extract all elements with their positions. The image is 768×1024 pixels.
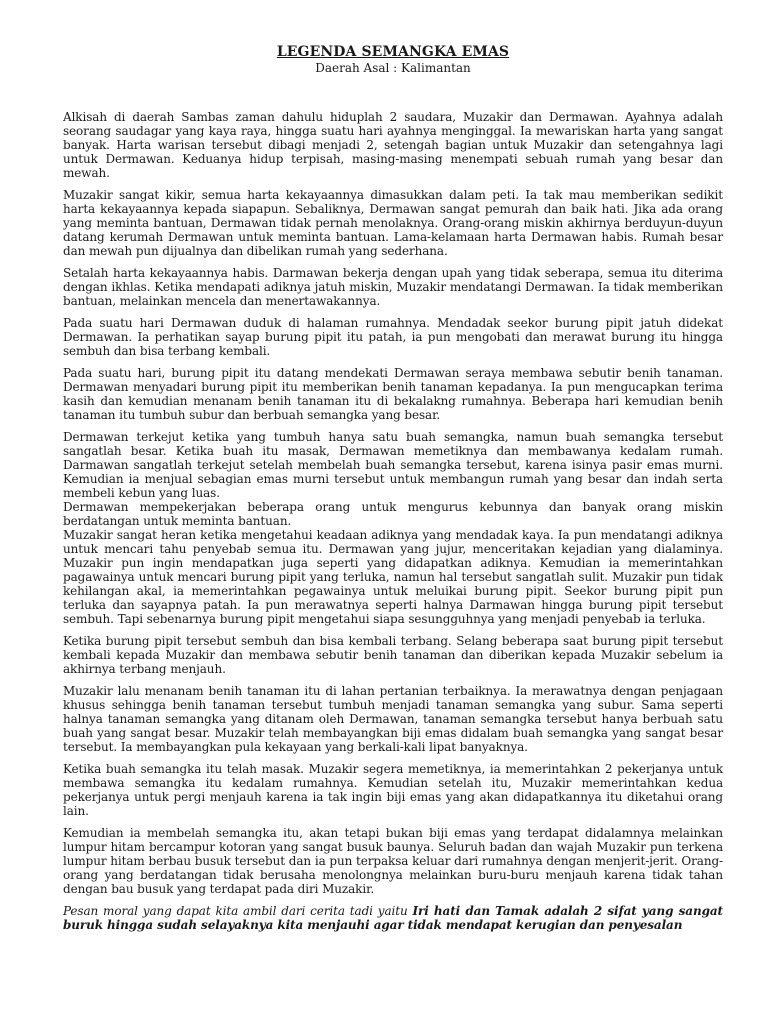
- document-title: LEGENDA SEMANGKA EMAS: [276, 44, 510, 60]
- paragraph-3: Setalah harta kekayaannya habis. Darmawan bekerja dengan upah yang tidak seberapa, semua itu diterima dengan ikhlas. Ketika mendapati adiknya jatuh miskin, Muzakir mendatangi Dermawan. Ia tidak memberikan bantuan, melainkan mencela dan menertawakannya.: [63, 266, 723, 308]
- paragraph-9: Ketika burung pipit tersebut sembuh dan bisa kembali terbang. Selang beberapa saat burung pipit tersebut kembali kepada Muzakir dan membawa sebutir benih tanaman dan diberikan kepada Muzakir sebelum ia akhirnya terbang menjauh.: [63, 634, 723, 676]
- paragraph-7: Dermawan mempekerjakan beberapa orang untuk mengurus kebunnya dan banyak orang miskin berdatangan untuk meminta bantuan.: [63, 500, 723, 528]
- paragraph-10: Muzakir lalu menanam benih tanaman itu di lahan pertanian terbaiknya. Ia merawatnya dengan penjagaan khusus sehingga benih tanaman tersebut tumbuh menjadi tanaman semangka yang subur. Sama seperti halnya tanaman semangka yang ditanam oleh Dermawan, tanaman semangka tersebut hanya berbuah satu buah yang sangat besar. Muzakir telah membayangkan biji emas didalam buah semangka yang sangat besar tersebut. Ia membayangkan pula kekayaan yang berkali-kali lipat banyaknya.: [63, 684, 723, 754]
- paragraph-4: Pada suatu hari Dermawan duduk di halaman rumahnya. Mendadak seekor burung pipit jatuh didekat Dermawan. Ia perhatikan sayap burung pipit itu patah, ia pun mengobati dan merawat burung itu hingga sembuh dan bisa terbang kembali.: [63, 316, 723, 358]
- moral-paragraph: [63, 904, 723, 932]
- paragraph-11: Ketika buah semangka itu telah masak. Muzakir segera memetiknya, ia memerintahkan 2 pekerjanya untuk membawa semangka itu kedalam rumahnya. Kemudian setelah itu, Muzakir memerintahkan kedua pekerjanya untuk pergi menjauh karena ia tak ingin biji emas yang akan didapatkannya itu diketahui orang lain.: [63, 762, 723, 818]
- moral-lead: Pesan moral yang dapat kita ambil dari cerita tadi yaitu: [63, 904, 413, 918]
- paragraph-1: Alkisah di daerah Sambas zaman dahulu hiduplah 2 saudara, Muzakir dan Dermawan. Ayahnya adalah seorang saudagar yang kaya raya, hingga suatu hari ayahnya menginggal. Ia mewariskan harta yang sangat banyak. Harta warisan tersebut dibagi menjadi 2, setengah bagian untuk Muzakir dan setengahnya lagi untuk Dermawan. Keduanya hidup terpisah, masing-masing menempati sebuah rumah yang besar dan mewah.: [63, 110, 723, 180]
- paragraph-2: Muzakir sangat kikir, semua harta kekayaannya dimasukkan dalam peti. Ia tak mau memberikan sedikit harta kekayaannya kepada siapapun. Sebaliknya, Dermawan sangat pemurah dan baik hati. Jika ada orang yang meminta bantuan, Dermawan tidak pernah menolaknya. Orang-orang miskin akhirnya berduyun-duyun datang kerumah Dermawan untuk meminta bantuan. Lama-kelamaan harta Dermawan habis. Rumah besar dan mewah pun dijualnya dan dibelikan rumah yang sederhana.: [63, 188, 723, 258]
- paragraph-12: Kemudian ia membelah semangka itu, akan tetapi bukan biji emas yang terdapat didalamnya melainkan lumpur hitam bercampur kotoran yang sangat busuk baunya. Seluruh badan dan wajah Muzakir pun terkena lumpur hitam berbau busuk tersebut dan ia pun terpaksa keluar dari rumahnya dengan menjerit-jerit. Orang-orang yang berdatangan tidak berusaha menolongnya melainkan buru-buru menjauh karena tidak tahan dengan bau busuk yang terdapat pada diri Muzakir.: [63, 826, 723, 896]
- paragraph-8: Muzakir sangat heran ketika mengetahui keadaan adiknya yang mendadak kaya. Ia pun mendatangi adiknya untuk mencari tahu penyebab semua itu. Dermawan yang jujur, menceritakan kejadian yang dialaminya. Muzakir pun ingin mendapatkan juga seperti yang didapatkan adiknya. Kemudian ia memerintahkan pagawainya untuk mencari burung pipit yang terluka, namun hal tersebut sangatlah sulit. Muzakir pun tidak kehilangan akal, ia memerintahkan pegawainya untuk meluikai burung pipit. Seekor burung pipit pun terluka dan sayapnya patah. Ia pun merawatnya seperti halnya Darmawan hingga burung pipit tersebut sembuh. Tapi sebenarnya burung pipit mengetahui siapa sesungguhnya yang menjadi penyebab ia terluka.: [63, 528, 723, 626]
- moral-emphasis: Iri hati dan Tamak adalah 2 sifat yang sangat buruk hingga sudah selayaknya kita menjauhi agar tidak mendapat kerugian dan penyesalan: [63, 904, 723, 932]
- document-subtitle: Daerah Asal : Kalimantan: [315, 61, 471, 75]
- paragraph-6: Dermawan terkejut ketika yang tumbuh hanya satu buah semangka, namun buah semangka tersebut sangatlah besar. Ketika buah itu masak, Dermawan memetiknya dan membawanya kedalam rumah. Darmawan sangatlah terkejut setelah membelah buah semangka tersebut, karena isinya pasir emas murni. Kemudian ia menjual sebagian emas murni tersebut untuk membangun rumah yang besar dan indah serta membeli kebun yang luas.: [63, 430, 723, 500]
- paragraph-5: Pada suatu hari, burung pipit itu datang mendekati Dermawan seraya membawa sebutir benih tanaman. Dermawan menyadari burung pipit itu memberikan benih tanaman kepadanya. Ia pun mengucapkan terima kasih dan kemudian menanam benih tanaman itu di bekalakng rumahnya. Beberapa hari kemudian benih tanaman itu tumbuh subur dan berbuah semangka yang besar.: [63, 366, 723, 422]
